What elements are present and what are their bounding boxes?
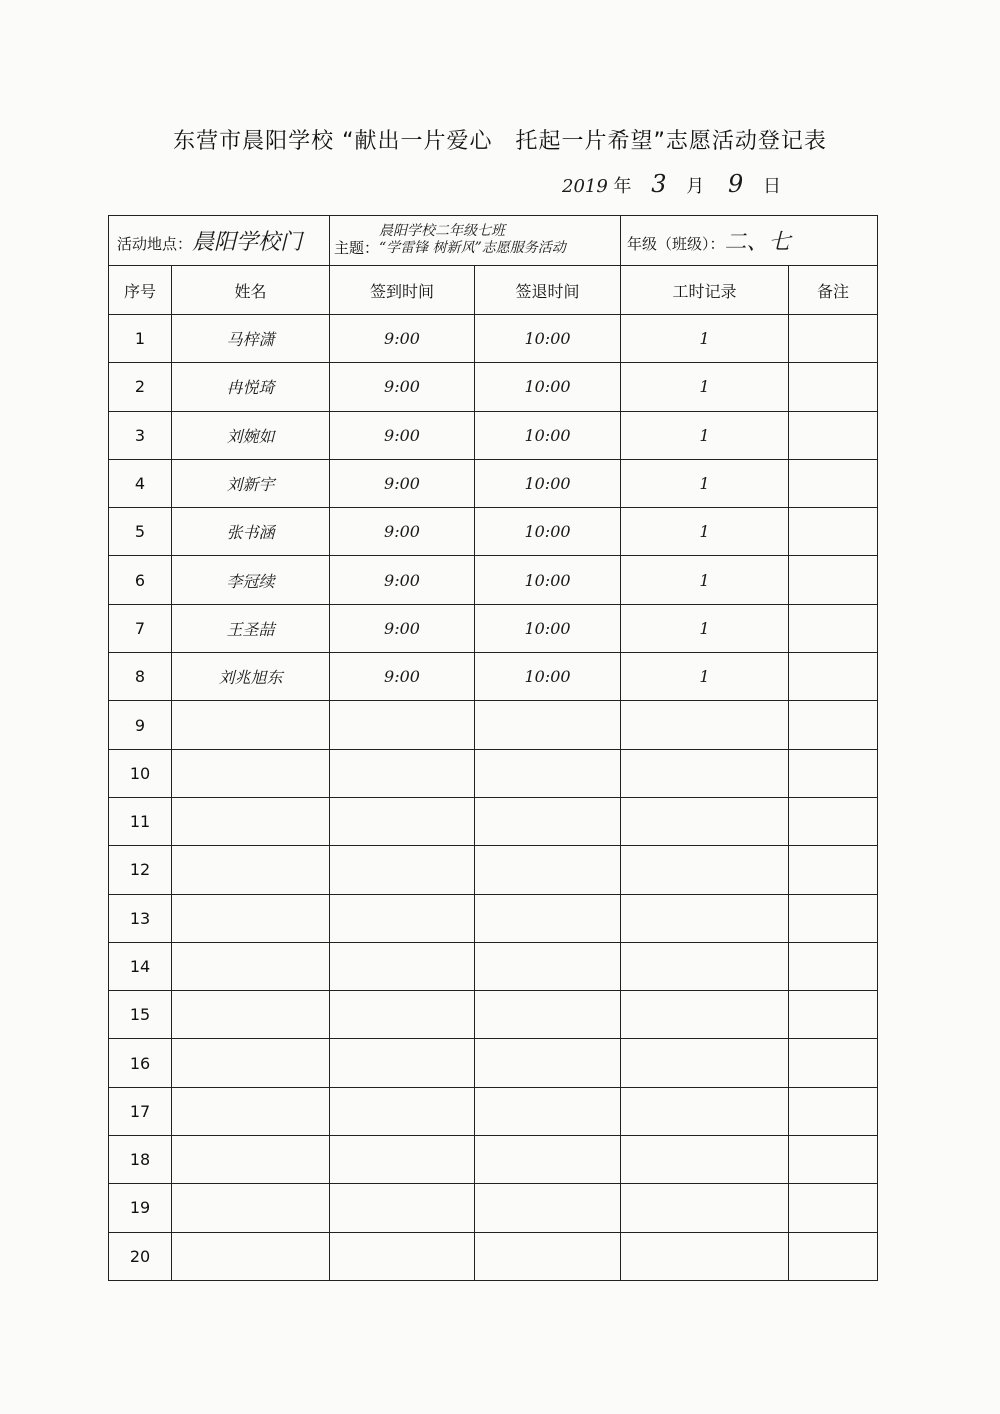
row-signout-time	[475, 1136, 621, 1184]
table-row	[109, 797, 878, 845]
row-note	[789, 894, 878, 942]
row-signout-time	[475, 1184, 621, 1232]
row-name	[172, 797, 330, 845]
topic-line-2: “学雷锋 树新风”志愿服务活动	[379, 240, 566, 256]
date-year: 2019	[562, 176, 608, 197]
row-signout-time	[475, 894, 621, 942]
row-note	[789, 1184, 878, 1232]
row-number: 15	[109, 991, 172, 1039]
row-number: 5	[109, 508, 172, 556]
table-row	[109, 459, 878, 507]
row-hours	[621, 749, 789, 797]
row-name	[172, 701, 330, 749]
row-signout-time	[475, 797, 621, 845]
col-header-no: 序号	[109, 266, 172, 315]
row-number: 7	[109, 604, 172, 652]
row-name	[172, 1136, 330, 1184]
row-signin-time	[330, 894, 475, 942]
table-row	[109, 701, 878, 749]
row-hours	[621, 846, 789, 894]
table-row	[109, 846, 878, 894]
row-note	[789, 653, 878, 701]
row-note	[789, 701, 878, 749]
table-row	[109, 1039, 878, 1087]
row-signout-time	[475, 701, 621, 749]
header-row	[109, 266, 878, 315]
table-row	[109, 1136, 878, 1184]
row-signin-time	[330, 797, 475, 845]
row-number: 9	[109, 701, 172, 749]
row-hours: 1	[621, 508, 789, 556]
row-signout-time: 10:00	[475, 315, 621, 363]
row-number: 4	[109, 459, 172, 507]
row-note	[789, 846, 878, 894]
row-signout-time	[475, 1232, 621, 1280]
date-month-label: 月	[686, 176, 705, 197]
row-number: 13	[109, 894, 172, 942]
row-name	[172, 894, 330, 942]
row-note	[789, 363, 878, 411]
row-signout-time: 10:00	[475, 459, 621, 507]
row-note	[789, 315, 878, 363]
row-name: 冉悦琦	[172, 363, 330, 411]
row-signin-time	[330, 1087, 475, 1135]
date-line	[562, 170, 781, 198]
form-title: 东营市晨阳学校 “献出一片爱心 托起一片希望”志愿活动登记表	[173, 129, 827, 154]
row-number: 3	[109, 411, 172, 459]
row-number: 16	[109, 1039, 172, 1087]
row-signout-time	[475, 991, 621, 1039]
row-hours	[621, 1184, 789, 1232]
row-signin-time	[330, 1136, 475, 1184]
row-hours	[621, 1039, 789, 1087]
row-signin-time	[330, 749, 475, 797]
date-day: 9	[728, 170, 744, 198]
location-value: 晨阳学校门	[192, 230, 303, 255]
row-hours	[621, 701, 789, 749]
row-note	[789, 459, 878, 507]
row-note	[789, 1232, 878, 1280]
table-row	[109, 653, 878, 701]
row-hours: 1	[621, 556, 789, 604]
date-month: 3	[651, 170, 667, 198]
row-signout-time: 10:00	[475, 363, 621, 411]
col-header-signin: 签到时间	[330, 266, 475, 315]
date-day-label: 日	[763, 176, 782, 197]
row-number: 8	[109, 653, 172, 701]
row-signin-time	[330, 942, 475, 990]
registration-table	[108, 215, 878, 1281]
row-signin-time: 9:00	[330, 459, 475, 507]
row-signout-time	[475, 846, 621, 894]
row-name: 马梓潇	[172, 315, 330, 363]
row-name	[172, 991, 330, 1039]
row-signin-time	[330, 846, 475, 894]
table-row	[109, 1087, 878, 1135]
row-note	[789, 1039, 878, 1087]
table-row	[109, 411, 878, 459]
topic-label: 主题：	[334, 239, 380, 257]
table-body	[109, 315, 878, 1281]
row-signin-time: 9:00	[330, 653, 475, 701]
row-note	[789, 797, 878, 845]
row-signout-time	[475, 1087, 621, 1135]
row-hours	[621, 942, 789, 990]
row-signin-time: 9:00	[330, 411, 475, 459]
row-name	[172, 749, 330, 797]
location-label: 活动地点：	[117, 235, 193, 253]
row-note	[789, 942, 878, 990]
row-hours: 1	[621, 604, 789, 652]
row-name: 张书涵	[172, 508, 330, 556]
row-signin-time: 9:00	[330, 508, 475, 556]
table-row	[109, 604, 878, 652]
row-name	[172, 1087, 330, 1135]
row-note	[789, 556, 878, 604]
row-signout-time: 10:00	[475, 556, 621, 604]
row-number: 19	[109, 1184, 172, 1232]
location-cell	[109, 216, 330, 266]
grade-cell	[621, 216, 878, 266]
row-name: 刘婉如	[172, 411, 330, 459]
row-number: 12	[109, 846, 172, 894]
row-signout-time	[475, 749, 621, 797]
row-note	[789, 991, 878, 1039]
row-number: 1	[109, 315, 172, 363]
row-number: 20	[109, 1232, 172, 1280]
row-name: 刘兆旭东	[172, 653, 330, 701]
row-hours	[621, 991, 789, 1039]
col-header-signout: 签退时间	[475, 266, 621, 315]
table-row	[109, 942, 878, 990]
table-row	[109, 894, 878, 942]
row-signout-time: 10:00	[475, 653, 621, 701]
row-hours	[621, 1232, 789, 1280]
row-number: 14	[109, 942, 172, 990]
row-number: 11	[109, 797, 172, 845]
row-hours: 1	[621, 411, 789, 459]
row-number: 18	[109, 1136, 172, 1184]
row-signout-time: 10:00	[475, 508, 621, 556]
table-row	[109, 1184, 878, 1232]
topic-cell	[330, 216, 621, 266]
row-name	[172, 846, 330, 894]
row-hours	[621, 894, 789, 942]
grade-value: 二、七	[724, 230, 791, 255]
row-note	[789, 508, 878, 556]
info-row	[109, 216, 878, 266]
row-hours: 1	[621, 653, 789, 701]
table-row	[109, 749, 878, 797]
grade-label: 年级（班级）：	[627, 235, 725, 253]
row-signin-time: 9:00	[330, 604, 475, 652]
row-number: 2	[109, 363, 172, 411]
row-signin-time: 9:00	[330, 363, 475, 411]
table-row	[109, 508, 878, 556]
row-signin-time	[330, 1232, 475, 1280]
row-signout-time	[475, 1039, 621, 1087]
row-number: 17	[109, 1087, 172, 1135]
row-hours: 1	[621, 459, 789, 507]
row-note	[789, 749, 878, 797]
row-name	[172, 1184, 330, 1232]
row-name	[172, 1232, 330, 1280]
row-signout-time: 10:00	[475, 604, 621, 652]
col-header-name: 姓名	[172, 266, 330, 315]
row-name	[172, 942, 330, 990]
row-signout-time: 10:00	[475, 411, 621, 459]
row-hours	[621, 797, 789, 845]
table-row	[109, 315, 878, 363]
row-signin-time	[330, 1039, 475, 1087]
row-note	[789, 411, 878, 459]
row-note	[789, 1136, 878, 1184]
row-name: 刘新宇	[172, 459, 330, 507]
topic-line-1: 晨阳学校二年级七班	[379, 223, 506, 239]
row-signin-time	[330, 991, 475, 1039]
row-signin-time	[330, 701, 475, 749]
row-signout-time	[475, 942, 621, 990]
row-hours	[621, 1136, 789, 1184]
row-note	[789, 1087, 878, 1135]
date-year-label: 年	[613, 176, 632, 197]
row-number: 6	[109, 556, 172, 604]
row-hours: 1	[621, 363, 789, 411]
row-note	[789, 604, 878, 652]
row-name: 王圣喆	[172, 604, 330, 652]
table-row	[109, 363, 878, 411]
table-row	[109, 1232, 878, 1280]
row-signin-time: 9:00	[330, 315, 475, 363]
row-hours	[621, 1087, 789, 1135]
row-hours: 1	[621, 315, 789, 363]
row-name	[172, 1039, 330, 1087]
col-header-note: 备注	[789, 266, 878, 315]
col-header-hours: 工时记录	[621, 266, 789, 315]
row-signin-time	[330, 1184, 475, 1232]
row-name: 李冠续	[172, 556, 330, 604]
table-row	[109, 556, 878, 604]
row-number: 10	[109, 749, 172, 797]
table-row	[109, 991, 878, 1039]
row-signin-time: 9:00	[330, 556, 475, 604]
